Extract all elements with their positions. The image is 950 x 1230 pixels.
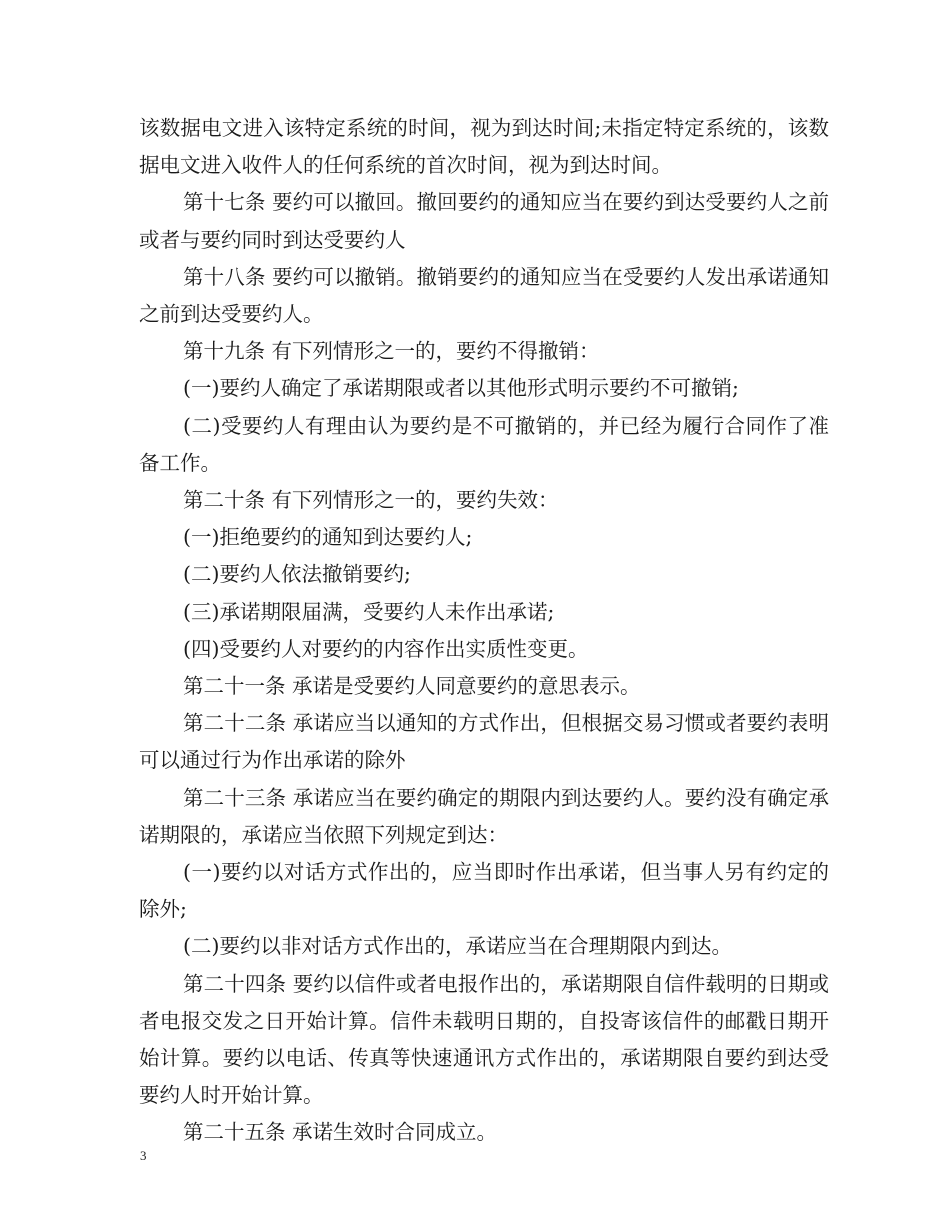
article-20: 第二十条 有下列情形之一的，要约失效： [183, 488, 559, 513]
article-18: 第十八条 要约可以撤销。撤销要约的通知应当在受要约人发出承诺通知之前到达受要约人。 [139, 264, 829, 327]
article-24: 第二十四条 要约以信件或者电报作出的，承诺期限自信件载明的日期或者电报交发之日开始计算。信件未载明日期的，自投寄该信件的邮戳日期开始计算。要约以电话、传真等快速通讯方式作出的，承诺期限自要约到达受要约人时开始计算。 [139, 971, 829, 1108]
list-item: (二)要约人依法撤销要约; [183, 562, 411, 587]
list-item: (四)受要约人对要约的内容作出实质性变更。 [183, 636, 589, 661]
list-item: (一)拒绝要约的通知到达要约人; [183, 525, 473, 550]
document-body [139, 110, 829, 1152]
page-number: 3 [140, 1148, 147, 1163]
article-21: 第二十一条 承诺是受要约人同意要约的意思表示。 [183, 674, 641, 699]
list-item: (三)承诺期限届满，受要约人未作出承诺; [183, 599, 555, 624]
article-23: 第二十三条 承诺应当在要约确定的期限内到达要约人。要约没有确定承诺期限的，承诺应当依照下列规定到达： [139, 785, 829, 847]
article-25: 第二十五条 承诺生效时合同成立。 [183, 1120, 498, 1145]
list-item: (二)受要约人有理由认为要约是不可撤销的，并已经为履行合同作了准备工作。 [139, 413, 829, 475]
list-item: (二)要约以非对话方式作出的，承诺应当在合理期限内到达。 [183, 934, 732, 959]
article-19: 第十九条 有下列情形之一的，要约不得撤销： [183, 339, 600, 364]
article-17: 第十七条 要约可以撤回。撤回要约的通知应当在要约到达受要约人之前或者与要约同时到达受要约人 [139, 190, 829, 252]
list-item: (一)要约以对话方式作出的，应当即时作出承诺，但当事人另有约定的除外; [139, 860, 829, 922]
paragraph: 该数据电文进入该特定系统的时间，视为到达时间;未指定特定系统的，该数据电文进入收件人的任何系统的首次时间，视为到达时间。 [139, 116, 829, 178]
article-22: 第二十二条 承诺应当以通知的方式作出，但根据交易习惯或者要约表明可以通过行为作出承诺的除外 [139, 711, 829, 773]
list-item: (一)要约人确定了承诺期限或者以其他形式明示要约不可撤销; [183, 376, 739, 401]
